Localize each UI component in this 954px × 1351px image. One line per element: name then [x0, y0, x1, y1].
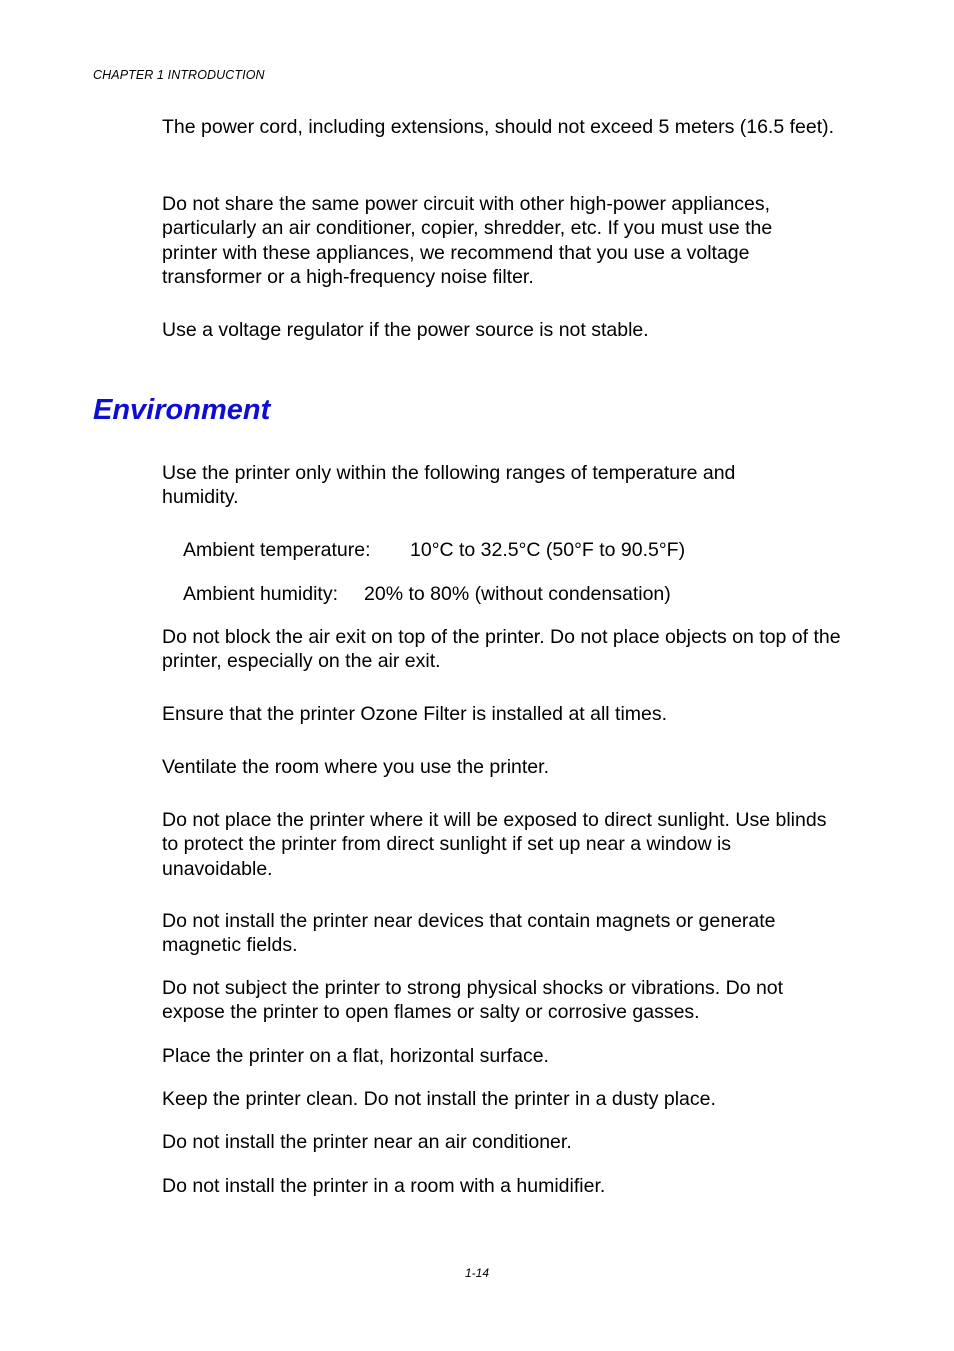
ventilate-paragraph: Ventilate the room where you use the printer.: [162, 756, 549, 778]
power-circuit-paragraph: Do not share the same power circuit with other high-power appliances, particularly an air conditioner, copier, shredder, etc. If you must use the printer with these appliances, we recommend that you use a voltage transformer or a high-frequency noise filter.: [162, 193, 773, 288]
temperature-value: 10°C to 32.5°C (50°F to 90.5°F): [410, 539, 686, 561]
flat-surface-paragraph: Place the printer on a flat, horizontal surface.: [162, 1045, 549, 1067]
ozone-filter-paragraph: Ensure that the printer Ozone Filter is installed at all times.: [162, 703, 668, 725]
power-cord-paragraph: The power cord, including extensions, should not exceed 5 meters (16.5 feet).: [162, 116, 835, 138]
page-number: 1-14: [465, 1266, 490, 1280]
clean-paragraph: Keep the printer clean. Do not install the printer in a dusty place.: [162, 1088, 716, 1110]
humidity-label: Ambient humidity:: [183, 583, 338, 605]
chapter-header: CHAPTER 1 INTRODUCTION: [93, 68, 265, 82]
air-conditioner-paragraph: Do not install the printer near an air conditioner.: [162, 1131, 572, 1153]
humidifier-paragraph: Do not install the printer in a room with a humidifier.: [162, 1175, 606, 1197]
section-heading: Environment: [93, 394, 271, 426]
air-exit-paragraph: Do not block the air exit on top of the printer. Do not place objects on top of the printer, especially on the air exit.: [162, 626, 841, 673]
voltage-regulator-paragraph: Use a voltage regulator if the power source is not stable.: [162, 319, 649, 341]
humidity-value: 20% to 80% (without condensation): [364, 583, 671, 605]
magnets-paragraph: Do not install the printer near devices that contain magnets or generate magnetic fields.: [162, 910, 776, 957]
sunlight-paragraph: Do not place the printer where it will be exposed to direct sunlight. Use blinds to protect the printer from direct sunlight if set up near a window is unavoidable.: [162, 809, 827, 880]
temperature-spec: [183, 538, 685, 562]
environment-intro-paragraph: Use the printer only within the following ranges of temperature and humidity.: [162, 462, 736, 509]
temperature-label: Ambient temperature:: [183, 539, 371, 561]
shocks-paragraph: Do not subject the printer to strong physical shocks or vibrations. Do not expose the printer to open flames or salty or corrosive gasses.: [162, 977, 784, 1024]
humidity-spec: [183, 582, 671, 606]
